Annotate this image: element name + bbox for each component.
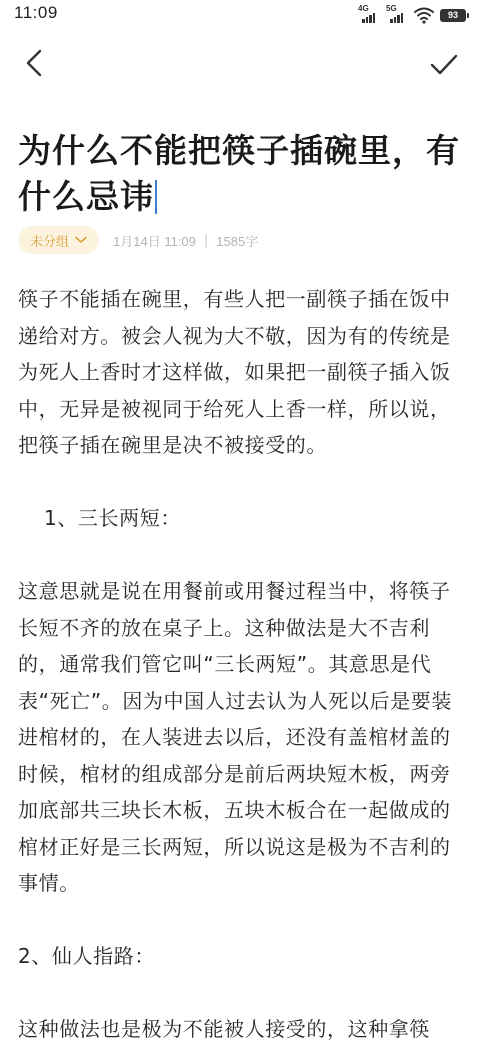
- note-body[interactable]: [18, 281, 470, 1048]
- section-heading: 1、三长两短：: [44, 506, 181, 530]
- chevron-left-icon: [28, 51, 40, 75]
- char-count: 1585字: [216, 233, 259, 249]
- note-date: 1月14日 11:09: [113, 233, 196, 249]
- note-meta: [18, 225, 258, 255]
- checkmark-icon: [432, 56, 456, 73]
- status-bar: [0, 0, 480, 30]
- back-button[interactable]: [18, 46, 52, 80]
- chevron-down-icon: [75, 236, 87, 244]
- cellular-signal-icon: [358, 6, 380, 24]
- note-title-text: 为什么不能把筷子插碗里，有什么忌讳: [18, 131, 460, 216]
- wifi-icon: [414, 6, 434, 24]
- status-time: 11:09: [14, 3, 58, 22]
- confirm-button[interactable]: [428, 48, 460, 80]
- note-title[interactable]: [18, 128, 466, 220]
- body-paragraph: 这意思就是说在用餐前或用餐过程当中，将筷子长短不齐的放在桌子上。这种做法是大不吉利的，通常我们管它叫“三长两短”。其意思是代表“死亡”。因为中国人过去认为人死以后是要装进棺材的，在人装进去以后，还没有盖棺材盖的时候，棺材的组成部分是前后两块短木板，两旁加底部共三块长木板，五块木板合在一起做成的棺材正好是三长两短，所以说这是极为不吉利的事情。: [18, 579, 452, 895]
- status-icons: [358, 5, 466, 25]
- network-type-label: 5G: [386, 4, 397, 13]
- meta-separator: |: [203, 232, 209, 248]
- cellular-signal-icon: [386, 6, 408, 24]
- section-heading: 2、仙人指路：: [18, 944, 155, 968]
- body-paragraph: 筷子不能插在碗里，有些人把一副筷子插在饭中递给对方。被会人视为大不敬，因为有的传统是为死人上香时才这样做，如果把一副筷子插入饭中，无异是被视同于给死人上香一样，所以说，把筷子插在碗里是决不被接受的。: [18, 287, 451, 457]
- body-paragraph: 这种做法也是极为不能被人接受的，这种拿筷: [18, 1017, 430, 1041]
- text-cursor: [155, 180, 157, 214]
- network-type-label: 4G: [358, 4, 369, 13]
- category-selector[interactable]: [18, 226, 99, 254]
- battery-icon: 93: [440, 9, 466, 22]
- category-label: 未分组: [30, 234, 70, 250]
